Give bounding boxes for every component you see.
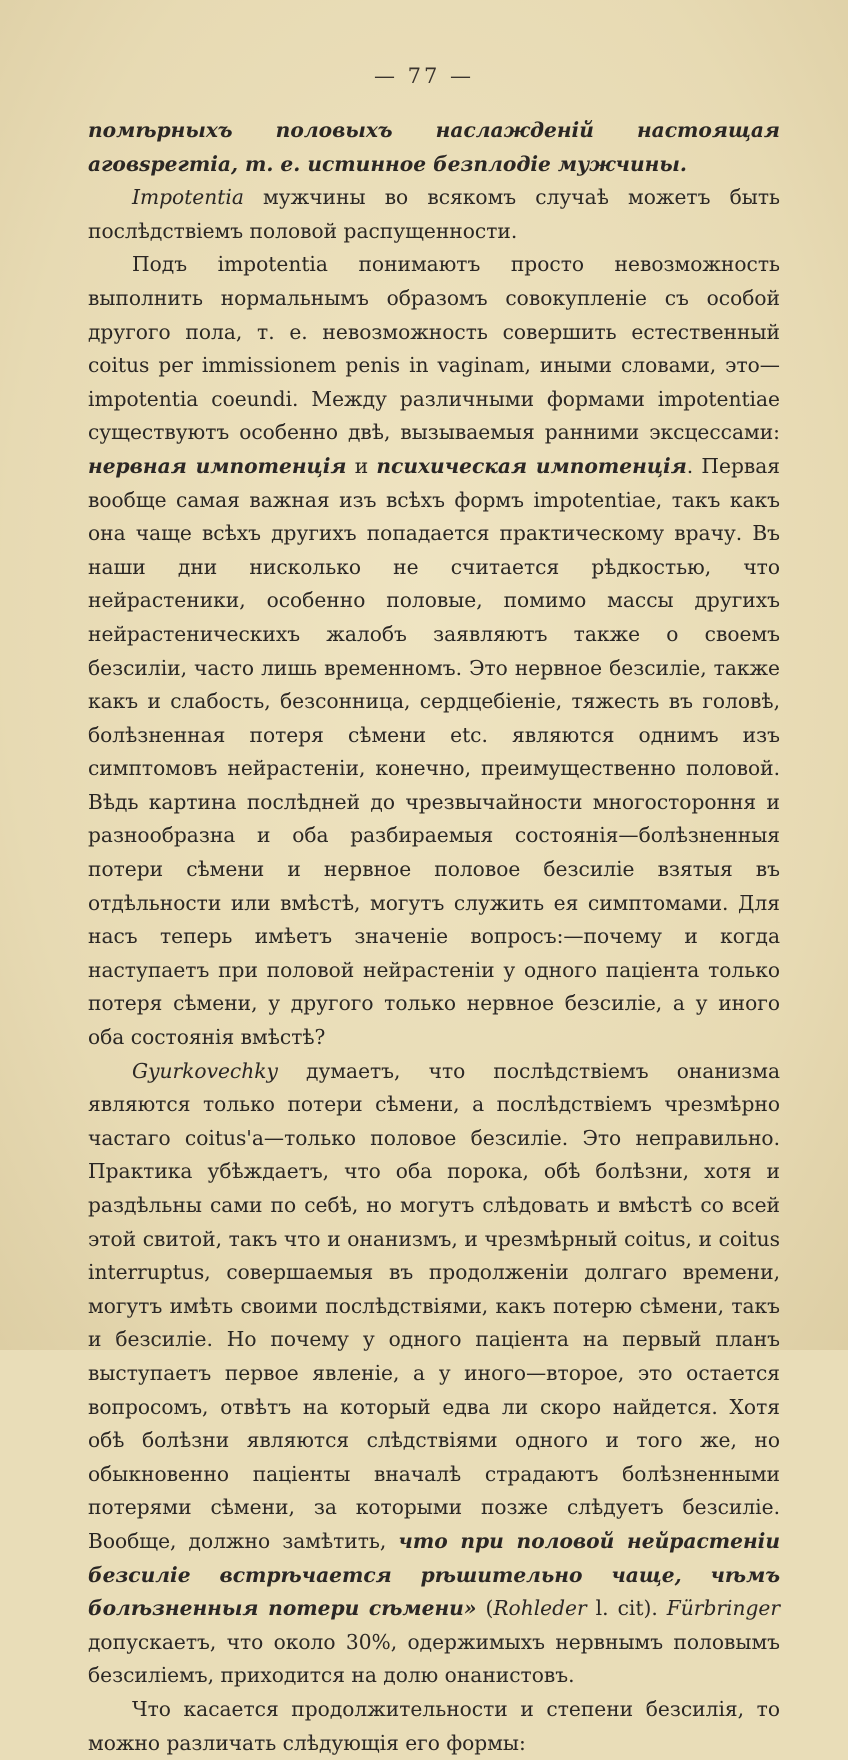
text-run: помѣрныхъ половыхъ наслажденій настоящая аговѕрегтіа, т. е. истинное безплодіе мужчины. <box>88 118 780 176</box>
paragraph <box>88 1693 780 1760</box>
paragraph <box>88 1055 780 1693</box>
paragraph <box>88 114 780 181</box>
text-run: думаетъ, что послѣдствіемъ онанизма являются только потери сѣмени, а послѣдствіемъ чрезмѣрно частаго coitus'а—только половое безсиліе. Это неправильно. Практика убѣждаетъ, что оба порока, обѣ болѣзни, хотя и раздѣльны сами по себѣ, но могутъ слѣдовать и вмѣстѣ со всей этой свитой, такъ что и онанизмъ, и чрезмѣрный coitus, и coitus interruptus, совершаемыя въ продолженіи долгаго времени, могутъ имѣть своими послѣдствіями, какъ потерю сѣмени, такъ и безсиліе. Но почему у одного паціента на первый планъ выступаетъ первое явленіе, а у иного—второе, это остается вопросомъ, отвѣтъ на который едва ли скоро найдется. Хотя обѣ болѣзни являются слѣдствіями одного и того же, но обыкновенно паціенты вначалѣ страдаютъ болѣзненными потерями сѣмени, за которыми позже слѣдуетъ безсиліе. Вообще, должно замѣтить, <box>88 1058 780 1553</box>
text-run: нервная импотенція <box>88 453 347 478</box>
text-run: мужчины во всякомъ случаѣ можетъ быть послѣдствіемъ половой распущенности. <box>88 185 780 243</box>
paragraph <box>88 248 780 1054</box>
text-run: ( <box>476 1596 494 1621</box>
text-run: Rohleder <box>493 1596 587 1621</box>
body-text <box>88 114 780 1760</box>
text-run: Impotentia <box>132 185 244 210</box>
text-run: допускаетъ, что около 30%, одержимыхъ нервнымъ половымъ безсиліемъ, приходится на долю онанистовъ. <box>88 1629 780 1688</box>
text-run: Что касается продолжительности и степени безсилія, то можно различать слѣдующія его формы: <box>88 1696 780 1755</box>
text-run: Fürbringer <box>666 1596 780 1621</box>
text-run: что при половой нейрастеніи безсиліе встрѣчается рѣшительно чаще, чѣмъ болѣзненныя потери сѣмени» <box>88 1528 781 1621</box>
text-run: и <box>346 453 377 478</box>
text-run: . Первая вообще самая важная изъ всѣхъ формъ impotentiae, такъ какъ она чаще всѣхъ другихъ попадается практическому врачу. Въ наши дни нисколько не считается рѣдкостью, что нейрастеники, особенно половые, помимо массы другихъ нейрастеническихъ жалобъ заявляютъ также о своемъ безсиліи, часто лишь временномъ. Это нервное безсиліе, также какъ и слабость, безсонница, сердцебіеніе, тяжесть въ головѣ, болѣзненная потеря сѣмени etc. являются однимъ изъ симптомовъ нейрастеніи, конечно, преимущественно половой. Вѣдь картина послѣдней до чрезвычайности многостороння и разнообразна и оба разбираемыя состоянія—болѣзненныя потери сѣмени и нервное половое безсиліе взятыя въ отдѣльности или вмѣстѣ, могутъ служить ея симптомами. Для насъ теперь имѣетъ значеніе вопросъ:—почему и когда наступаетъ при половой нейрастеніи у одного паціента только потеря сѣмени, у другого только нервное безсиліе, а у иного оба состоянія вмѣстѣ? <box>88 453 781 1050</box>
text-run: Gyurkovechky <box>132 1058 278 1083</box>
text-run: психическая импотенція <box>376 453 687 478</box>
text-run: Подъ impotentia понимаютъ просто невозможность выполнить нормальнымъ образомъ совокупленіе съ особой другого пола, т. е. невозможность совершить естественный coitus per immissionem penis in vaginam, иными словами, это—impotentia coeundi. Между различными формами impotentiae существуютъ особенно двѣ, вызываемыя ранними эксцессами: <box>88 252 780 445</box>
paragraph <box>88 181 780 248</box>
page-number: — 77 — <box>373 64 475 88</box>
text-run: l. cit). <box>586 1596 667 1621</box>
